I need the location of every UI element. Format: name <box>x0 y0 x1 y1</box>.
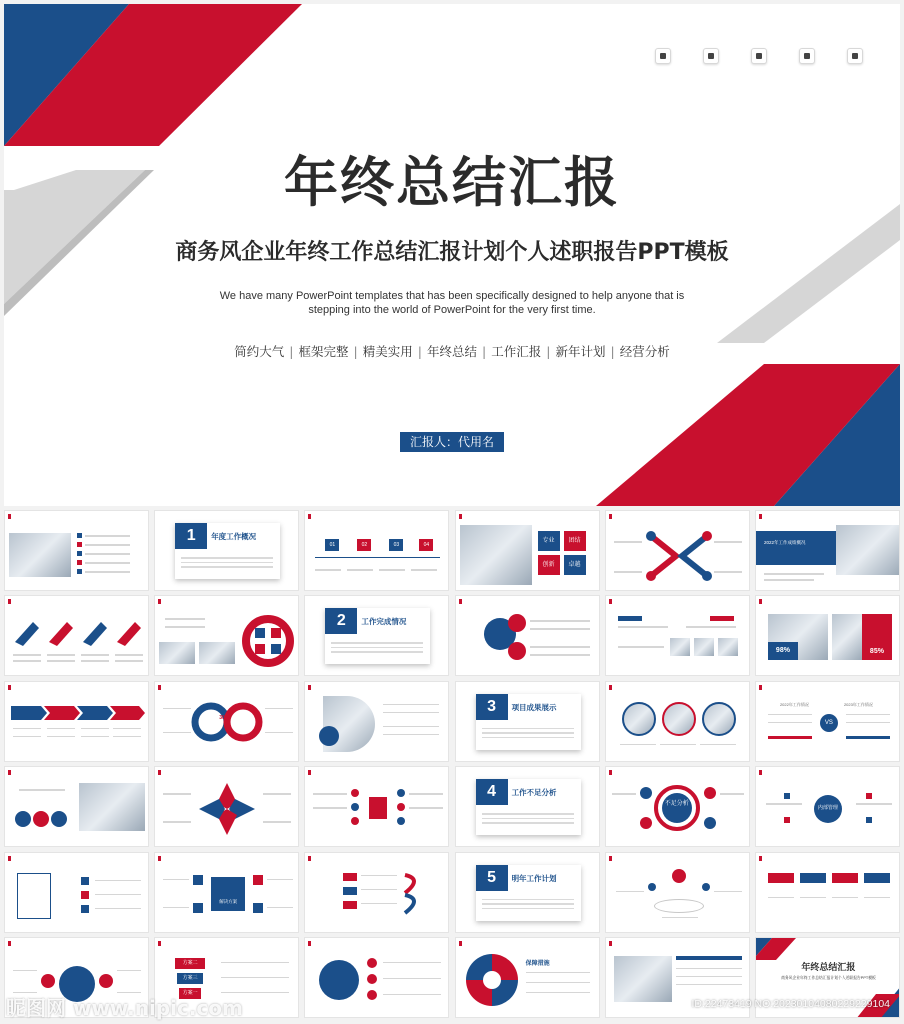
slide-thumbnail[interactable] <box>455 595 600 676</box>
number-badge: 02 <box>357 539 371 551</box>
pen-icon <box>751 48 767 64</box>
section-title: 年度工作概况 <box>211 532 257 541</box>
slide-thumbnail[interactable] <box>455 510 600 591</box>
vs-right-label: 2023年工作情况 <box>843 701 873 707</box>
toolbar-user[interactable] <box>838 48 872 69</box>
cover-toolbar <box>646 48 872 69</box>
toolbar-pen[interactable] <box>742 48 776 69</box>
plan-label: 方案二 <box>175 958 205 969</box>
cover-english-text <box>204 289 700 317</box>
slide-thumbnail[interactable] <box>755 595 900 676</box>
slide-thumbnail[interactable] <box>154 510 299 591</box>
keyword: 简约大气 <box>234 344 285 359</box>
slide-thumbnail[interactable] <box>755 681 900 762</box>
center-label: 不足分析 <box>662 793 692 823</box>
slide-thumbnail[interactable] <box>605 766 750 847</box>
slide-thumbnail[interactable] <box>755 766 900 847</box>
team-icon <box>799 48 815 64</box>
slide-thumbnail[interactable] <box>4 510 149 591</box>
number-badge: 03 <box>389 539 403 551</box>
slide-thumbnail[interactable] <box>154 681 299 762</box>
slide-thumbnail[interactable] <box>4 852 149 933</box>
slide-thumbnail-grid <box>4 510 900 1018</box>
cover-slide[interactable] <box>4 4 900 506</box>
slide-thumbnail[interactable] <box>154 766 299 847</box>
number-badge: 04 <box>419 539 433 551</box>
english-line-2: stepping into the world of PowerPoint for the very first time. <box>308 304 596 316</box>
slide-thumbnail[interactable] <box>455 681 600 762</box>
keyword: 框架完整 <box>298 344 349 359</box>
number-badge: 01 <box>325 539 339 551</box>
keyword: 年终总结 <box>426 344 477 359</box>
section-number: 1 <box>175 523 207 549</box>
document-icon <box>703 48 719 64</box>
vs-left-label: 2022年工作情况 <box>779 701 809 707</box>
keyword: 精美实用 <box>362 344 413 359</box>
heading-text: 2022年工作成绩概况 <box>763 540 806 545</box>
english-line-1: We have many PowerPoint templates that has been specifically designed to help anyone that is <box>219 290 685 302</box>
toolbar-document[interactable] <box>694 48 728 69</box>
slide-thumbnail[interactable] <box>605 681 750 762</box>
slide-thumbnail[interactable] <box>154 852 299 933</box>
keyword: 新年计划 <box>555 344 606 359</box>
slide-thumbnail[interactable] <box>455 766 600 847</box>
section-title: 工作不足分析 <box>511 788 557 798</box>
slide-thumbnail[interactable] <box>455 852 600 933</box>
slide-thumbnail[interactable] <box>605 852 750 933</box>
slide-thumbnail[interactable] <box>304 681 449 762</box>
cover-subtitle: 商务风企业年终工作总结汇报计划个人述职报告PPT模板 <box>175 240 729 265</box>
percent-b: 85% <box>869 648 884 656</box>
word-tile: 团结 <box>564 531 586 551</box>
number-30: 30 <box>219 714 225 721</box>
watermark-logo: 昵图网 www.nipic.com <box>6 996 243 1020</box>
dollar-icon <box>655 48 671 64</box>
guarantee-title: 保障措施 <box>525 959 550 967</box>
plan-label: 方案三 <box>177 973 203 984</box>
keyword: 工作汇报 <box>491 344 542 359</box>
slide-thumbnail[interactable] <box>755 510 900 591</box>
plan-label: 方案一 <box>179 988 201 999</box>
final-slide-subtitle: 商务风企业年终工作总结汇报计划个人述职报告PPT模板 <box>781 975 876 980</box>
section-number: 3 <box>476 694 508 720</box>
reporter-badge: 汇报人：代用名 <box>400 432 504 452</box>
solution-label: 解决方案 <box>211 877 245 911</box>
section-number: 4 <box>476 779 508 805</box>
user-icon <box>847 48 863 64</box>
section-title: 明年工作计划 <box>511 873 557 883</box>
slide-thumbnail[interactable] <box>4 595 149 676</box>
section-title: 项目成果展示 <box>511 702 557 712</box>
word-tile: 创新 <box>538 555 560 575</box>
word-tile: 卓越 <box>564 555 586 575</box>
toolbar-team[interactable] <box>790 48 824 69</box>
slide-thumbnail[interactable] <box>4 681 149 762</box>
word-tile: 专业 <box>538 531 560 551</box>
slide-thumbnail[interactable] <box>304 595 449 676</box>
section-title: 工作完成情况 <box>361 617 407 627</box>
center-label: 内部管理 <box>814 795 842 823</box>
final-slide-title: 年终总结汇报 <box>801 962 856 973</box>
keyword: 经营分析 <box>619 344 670 359</box>
slide-thumbnail[interactable] <box>304 852 449 933</box>
slide-thumbnail[interactable] <box>755 852 900 933</box>
slide-thumbnail[interactable] <box>605 595 750 676</box>
slide-thumbnail[interactable] <box>304 510 449 591</box>
slide-thumbnail[interactable] <box>455 937 600 1018</box>
slide-thumbnail[interactable] <box>304 766 449 847</box>
slide-thumbnail[interactable] <box>4 766 149 847</box>
slide-thumbnail[interactable] <box>154 595 299 676</box>
cover-title: 年终总结汇报 <box>284 151 620 214</box>
section-number: 2 <box>325 608 357 634</box>
cover-keywords: 简约大气 | 框架完整 | 精美实用 | 年终总结 | 工作汇报 | 新年计划 | 经营分析 <box>234 344 670 359</box>
vs-badge: VS <box>820 714 838 732</box>
toolbar-dollar[interactable] <box>646 48 680 69</box>
slide-thumbnail[interactable] <box>605 510 750 591</box>
section-number: 5 <box>476 865 508 891</box>
watermark-id: ID:22473419 NO:20230104080229229104 <box>691 998 890 1010</box>
percent-a: 98% <box>768 642 798 660</box>
slide-thumbnail[interactable] <box>304 937 449 1018</box>
